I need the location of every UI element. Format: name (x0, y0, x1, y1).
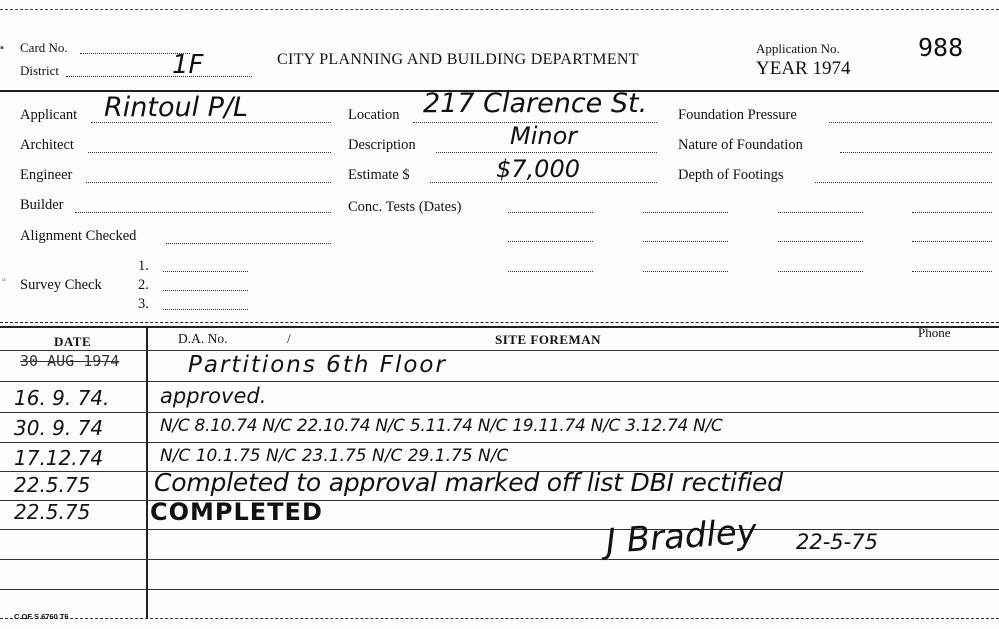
builder-line (75, 212, 331, 213)
nature-of-foundation-line (840, 152, 992, 153)
foreman-signature: J Bradley (604, 511, 759, 562)
conc-test-line (508, 212, 593, 213)
conc-test-line (508, 241, 593, 242)
survey-check-label: Survey Check (20, 277, 102, 293)
depth-of-footings-line (815, 182, 992, 183)
row-5-date: 22.5.75 (14, 473, 91, 497)
builder-label: Builder (20, 197, 64, 213)
conc-test-line (643, 241, 728, 242)
engineer-line (86, 182, 331, 183)
survey-3-line (163, 309, 248, 310)
foundation-pressure-label: Foundation Pressure (678, 107, 797, 123)
survey-1-line (163, 271, 248, 272)
survey-2-label: 2. (138, 277, 149, 293)
row-2-date: 16. 9. 74. (14, 386, 110, 410)
log-row-line (0, 381, 999, 382)
row-3-entry: N/C 8.10.74 N/C 22.10.74 N/C 5.11.74 N/C 19.11.74 N/C 3.12.74 N/C (160, 416, 723, 436)
depth-of-footings-label: Depth of Footings (678, 167, 784, 183)
log-row-line (0, 559, 999, 560)
date-column-divider (146, 326, 148, 619)
application-no-label: Application No. (756, 41, 840, 56)
description-value: Minor (510, 122, 578, 150)
site-foreman-header: SITE FOREMAN (495, 332, 602, 347)
department-title: CITY PLANNING AND BUILDING DEPARTMENT (277, 51, 639, 68)
survey-2-line (163, 290, 248, 291)
row-5-entry: Completed to approval marked off list DBI rectified (154, 468, 783, 497)
survey-1-label: 1. (138, 258, 149, 274)
foundation-pressure-line (829, 122, 992, 123)
row-4-date: 17.12.74 (14, 446, 104, 470)
row-1-entry: Partitions 6th Floor (188, 352, 447, 378)
row-3-date: 30. 9. 74 (14, 416, 104, 440)
edge-mark: ▪ (0, 42, 4, 54)
phone-header: Phone (918, 325, 951, 340)
log-divider (0, 326, 999, 328)
nature-of-foundation-label: Nature of Foundation (678, 137, 803, 153)
conc-tests-label: Conc. Tests (Dates) (348, 199, 462, 215)
form-code: C OF S 6760 T6 (14, 612, 69, 621)
year-label: YEAR 1974 (756, 58, 851, 79)
da-no-header: D.A. No. (178, 331, 228, 346)
completed-stamp: COMPLETED (150, 498, 323, 526)
description-label: Description (348, 137, 416, 153)
survey-3-label: 3. (138, 296, 149, 312)
applicant-label: Applicant (20, 107, 78, 123)
application-no-value: 988 (918, 33, 964, 62)
conc-test-line (912, 271, 992, 272)
location-value: 217 Clarence St. (423, 88, 648, 119)
log-row-line (0, 589, 999, 590)
bottom-border (0, 618, 999, 619)
district-line (66, 76, 252, 77)
row-6-date: 22.5.75 (14, 500, 91, 524)
conc-test-line (912, 241, 992, 242)
card-no-label: Card No. (20, 40, 68, 55)
conc-test-line (643, 271, 728, 272)
conc-test-line (778, 212, 863, 213)
location-label: Location (348, 107, 400, 123)
estimate-label: Estimate $ (348, 167, 410, 183)
edge-mark: ▫ (2, 275, 6, 286)
district-label: District (20, 63, 59, 78)
conc-test-line (778, 271, 863, 272)
conc-test-line (778, 241, 863, 242)
row-4-entry: N/C 10.1.75 N/C 23.1.75 N/C 29.1.75 N/C (160, 446, 509, 466)
log-row-line (0, 442, 999, 443)
conc-test-line (508, 271, 593, 272)
conc-test-line (643, 212, 728, 213)
row-1-date-stamp: 30 AUG 1974 (20, 352, 120, 370)
row-2-entry: approved. (160, 384, 267, 408)
estimate-value: $7,000 (496, 155, 580, 183)
applicant-value: Rintoul P/L (104, 92, 249, 123)
alignment-line (166, 243, 331, 244)
architect-line (88, 152, 331, 153)
log-row-line (0, 350, 999, 351)
log-row-line (0, 412, 999, 413)
district-value: 1F (172, 50, 204, 80)
engineer-label: Engineer (20, 167, 73, 183)
conc-test-line (912, 212, 992, 213)
signature-date: 22-5-75 (796, 530, 878, 554)
architect-label: Architect (20, 137, 74, 153)
log-divider-top (0, 322, 999, 323)
date-header: DATE (54, 334, 92, 349)
da-slash: / (287, 331, 291, 346)
alignment-checked-label: Alignment Checked (20, 228, 137, 244)
description-line (436, 152, 657, 153)
top-border (0, 9, 999, 10)
